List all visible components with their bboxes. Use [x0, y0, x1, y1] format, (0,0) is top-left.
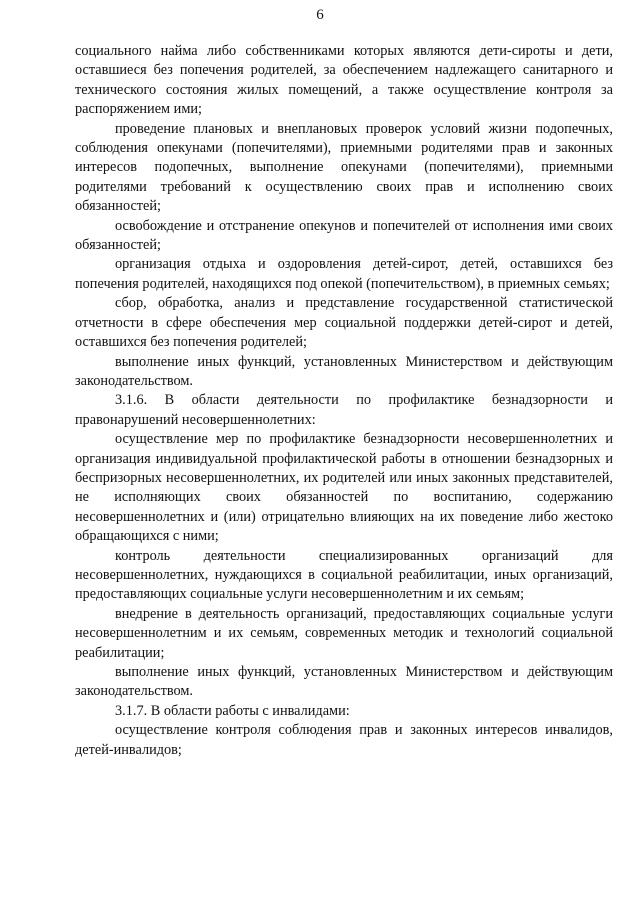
- page-number: 6: [316, 7, 324, 23]
- section-heading-3-1-6: 3.1.6. В области деятельности по профилактике безнадзорности и правонарушений несовершеннолетних:: [75, 392, 613, 428]
- paragraph: выполнение иных функций, установленных Министерством и действующим законодательством.: [75, 664, 613, 700]
- document-body: [75, 42, 613, 760]
- paragraph: внедрение в деятельность организаций, предоставляющих социальные услуги несовершеннолетним и их семьям, современных методик и технологий социальной реабилитации;: [75, 605, 613, 661]
- paragraph: сбор, обработка, анализ и представление государственной статистической отчетности в сфере обеспечения мер социальной поддержки детей-сирот и детей, оставшихся без попечения родителей;: [75, 295, 613, 351]
- paragraph: проведение плановых и внеплановых проверок условий жизни подопечных, соблюдения опекунами (попечителями), приемными родителями прав и законных интересов подопечных, выполнение опекунами (попечителями), приемными родителями требований к осуществлению своих прав и исполнению своих обязанностей;: [75, 120, 613, 215]
- paragraph: освобождение и отстранение опекунов и попечителей от исполнения ими своих обязанностей;: [75, 217, 613, 254]
- paragraph-continuation: социального найма либо собственниками которых являются дети-сироты и дети, оставшиеся без попечения родителей, за обеспечением надлежащего санитарного и технического состояния жилых помещений, а также осуществление контроля за распоряжением ими;: [75, 43, 613, 118]
- paragraph: контроль деятельности специализированных организаций для несовершеннолетних, нуждающихся в социальной реабилитации, иных организаций, предоставляющих социальные услуги несовершеннолетним и их семьям;: [75, 547, 613, 603]
- paragraph: осуществление мер по профилактике безнадзорности несовершеннолетних и организация индивидуальной профилактической работы в отношении безнадзорных и беспризорных несовершеннолетних, их родителей или иных законных представителей, не исполняющих своих обязанностей по воспитанию, содержанию несовершеннолетних и (или) отрицательно влияющих на их поведение либо жестоко обращающихся с ними;: [75, 431, 613, 545]
- paragraph: выполнение иных функций, установленных Министерством и действующим законодательством.: [75, 353, 613, 389]
- paragraph: осуществление контроля соблюдения прав и законных интересов инвалидов, детей-инвалидов;: [75, 722, 613, 758]
- section-heading-3-1-7: 3.1.7. В области работы с инвалидами:: [115, 702, 350, 719]
- paragraph: организация отдыха и оздоровления детей-сирот, детей, оставшихся без попечения родителей, находящихся под опекой (попечительством), в приемных семьях;: [75, 256, 613, 292]
